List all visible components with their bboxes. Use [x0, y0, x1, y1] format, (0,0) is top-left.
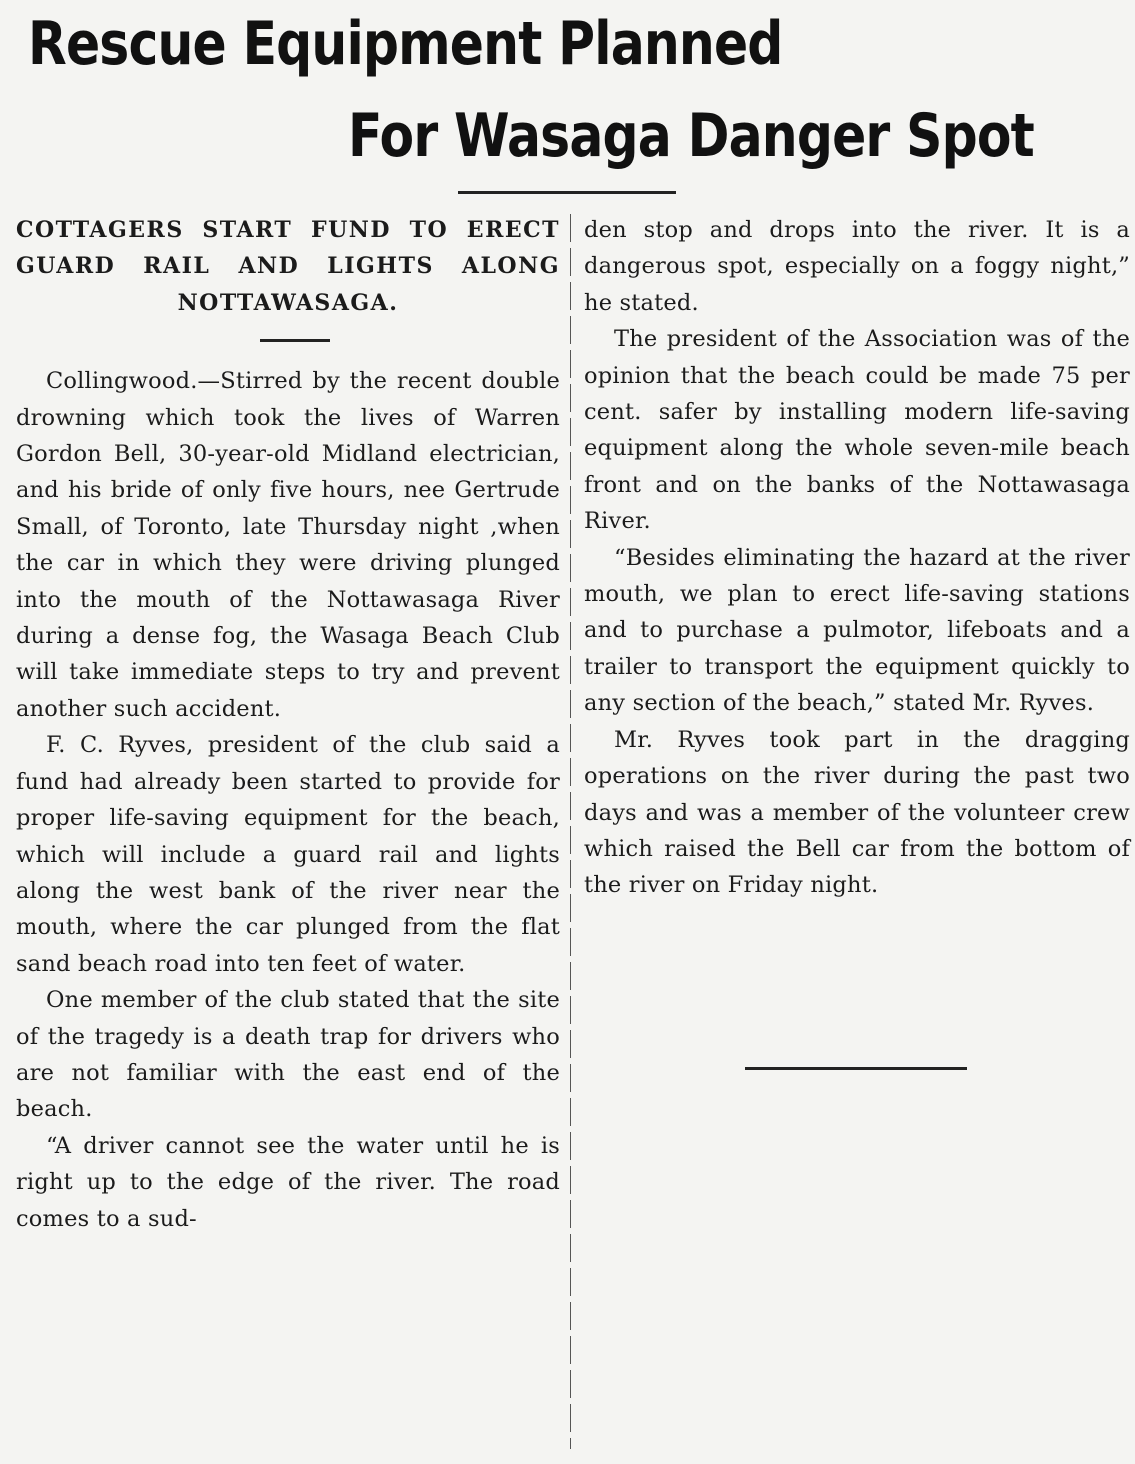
subheadline-gap	[16, 321, 560, 363]
paragraph-2: F. C. Ryves, president of the club said a fund had already been started to provide for proper life-saving equipment for the beach, which will include a guard rail and lights along the west bank of the river near the mouth, where the car plunged from the flat sand beach road into ten feet of water.	[16, 732, 560, 977]
paragraph-4: “A driver cannot see the water until he is right up to the edge of the river. The road comes to a sud-	[16, 1132, 560, 1232]
article-column-left	[16, 212, 560, 1237]
subheadline: COTTAGERS START FUND TO ERECT GUARD RAIL AND LIGHTS ALONG NOTTAWASAGA.	[16, 217, 560, 316]
subheadline-rule	[260, 339, 330, 342]
headline-rule	[458, 191, 676, 194]
paragraph-7: Mr. Ryves took part in the dragging operations on the river during the past two days and was a member of the volunteer crew which raised the Bell car from the bottom of the river on Friday night.	[584, 726, 1130, 899]
column-divider	[570, 214, 571, 1449]
article-column-right	[584, 212, 1130, 904]
paragraph-1: Collingwood.—Stirred by the recent double drowning which took the lives of Warren Gordon Bell, 30-year-old Midland electrician, and his bride of only five hours, nee Gertrude Small, of Toronto, late Thursday night ,when the car in which they were driving plunged into the mouth of the Nottawasaga River during a dense fog, the Wasaga Beach Club will take immediate steps to try and prevent another such accident.	[16, 368, 560, 722]
headline-line-2: For Wasaga Danger Spot	[348, 101, 1034, 171]
article-end-rule	[745, 1067, 967, 1070]
headline-line-1: Rescue Equipment Planned	[28, 9, 783, 79]
paragraph-3: One member of the club stated that the site of the tragedy is a death trap for drivers who are not familiar with the east end of the beach.	[16, 987, 560, 1123]
paragraph-5: The president of the Association was of the opinion that the beach could be made 75 per cent. safer by installing modern life-saving equipment along the whole seven-mile beach front and on the banks of the Nottawasaga River.	[584, 326, 1130, 535]
paragraph-4-continued: den stop and drops into the river. It is a dangerous spot, especially on a foggy night,” he stated.	[584, 217, 1130, 316]
paragraph-6: “Besides eliminating the hazard at the river mouth, we plan to erect life-saving stations and to purchase a pulmotor, lifeboats and a trailer to transport the equipment quickly to any section of the beach,” stated Mr. Ryves.	[584, 544, 1130, 717]
